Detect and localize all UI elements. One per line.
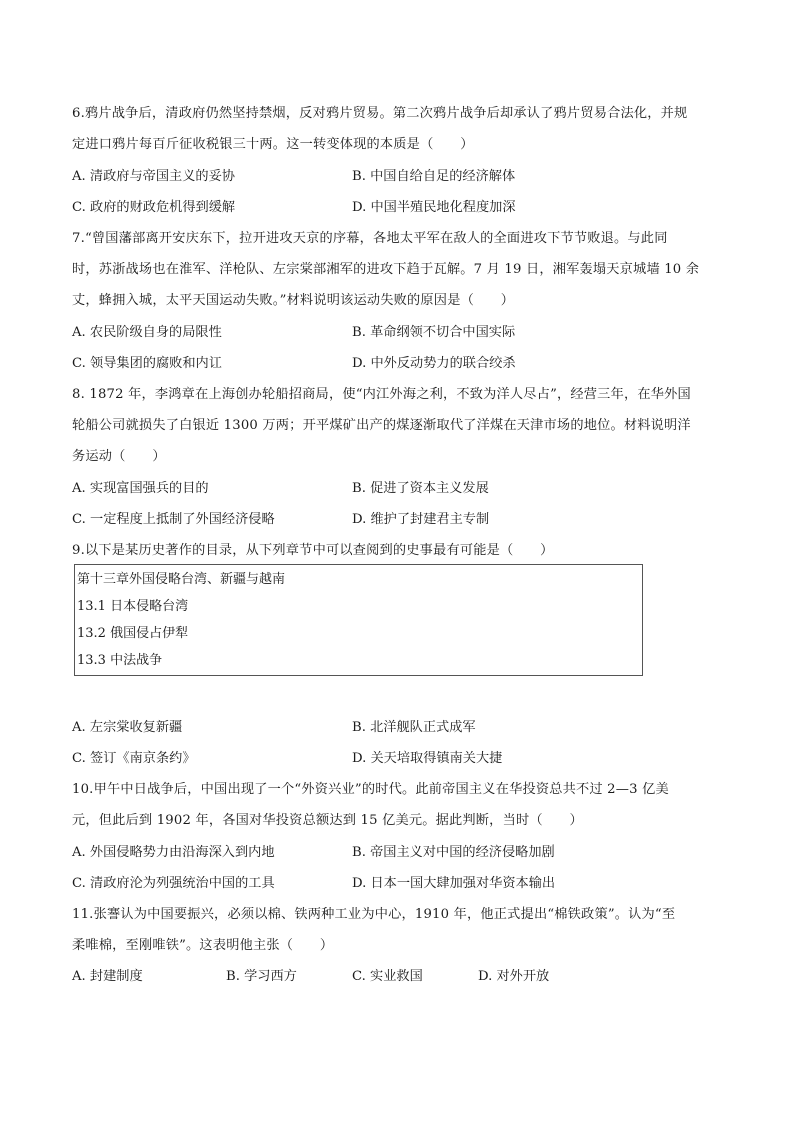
q11-stem-line-2: 柔唯棉，至刚唯铁”。这表明他主张（ ） [72, 938, 334, 953]
q6-option-d: D. 中国半殖民地化程度加深 [352, 200, 516, 215]
q10-stem-line-2: 元，但此后到 1902 年，各国对华投资总额达到 15 亿美元。据此判断，当时（ ） [72, 813, 583, 828]
q8-option-d: D. 维护了封建君主专制 [352, 512, 490, 527]
q7-option-b: B. 革命纲领不切合中国实际 [352, 325, 516, 340]
q11-option-b: B. 学习西方 [226, 969, 297, 984]
q9-stem-line-1: 9.以下是某历史著作的目录，从下列章节中可以查阅到的史事最有可能是（ ） [72, 543, 554, 558]
q9-option-b: B. 北洋舰队正式成军 [352, 720, 476, 735]
q11-option-a: A. 封建制度 [72, 969, 143, 984]
q8-option-b: B. 促进了资本主义发展 [352, 481, 489, 496]
q11-stem-line-1: 11.张謇认为中国要振兴，必须以棉、铁两种工业为中心，1910 年，他正式提出“棉铁政策”。认为“至 [72, 907, 676, 922]
q6-option-a: A. 清政府与帝国主义的妥协 [72, 169, 235, 184]
q7-stem-line-2: 时，苏浙战场也在淮军、洋枪队、左宗棠部湘军的进攻下趋于瓦解。7 月 19 日，湘军轰塌天京城墙 10 余 [72, 262, 700, 277]
toc-section-1: 13.1 日本侵略台湾 [77, 599, 189, 614]
q8-stem-line-3: 务运动（ ） [72, 449, 166, 464]
toc-section-3: 13.3 中法战争 [77, 653, 163, 668]
q7-option-c: C. 领导集团的腐败和内讧 [72, 356, 222, 371]
q6-stem-line-2: 定进口鸦片每百斤征收税银三十两。这一转变体现的本质是（ ） [72, 137, 474, 152]
q7-option-a: A. 农民阶级自身的局限性 [72, 325, 222, 340]
toc-section-2: 13.2 俄国侵占伊犁 [77, 626, 189, 641]
q9-option-d: D. 关天培取得镇南关大捷 [352, 751, 503, 766]
q11-option-c: C. 实业救国 [352, 969, 423, 984]
q9-option-a: A. 左宗棠收复新疆 [72, 720, 183, 735]
q10-option-d: D. 日本一国大肆加强对华资本输出 [352, 876, 556, 891]
q8-stem-line-2: 轮船公司就损失了白银近 1300 万两；开平煤矿出产的煤逐渐取代了洋煤在天津市场的地位。材料说明洋 [72, 418, 691, 433]
q9-option-c: C. 签订《南京条约》 [72, 751, 196, 766]
q7-stem-line-3: 丈，蜂拥入城，太平天国运动失败。”材料说明该运动失败的原因是（ ） [72, 293, 515, 308]
q8-option-c: C. 一定程度上抵制了外国经济侵略 [72, 512, 275, 527]
q10-option-a: A. 外国侵略势力由沿海深入到内地 [72, 845, 275, 860]
q7-stem-line-1: 7.“曾国藩部离开安庆东下，拉开进攻天京的序幕，各地太平军在敌人的全面进攻下节节败退。与此同 [72, 231, 668, 246]
q8-stem-line-1: 8. 1872 年，李鸿章在上海创办轮船招商局，使“内江外海之利，不致为洋人尽占”，经营三年，在华外国 [72, 387, 691, 402]
q11-option-d: D. 对外开放 [478, 969, 550, 984]
q6-option-c: C. 政府的财政危机得到缓解 [72, 200, 236, 215]
q8-option-a: A. 实现富国强兵的目的 [72, 481, 209, 496]
q6-stem-line-1: 6.鸦片战争后，清政府仍然坚持禁烟，反对鸦片贸易。第二次鸦片战争后却承认了鸦片贸易合法化，并规 [72, 106, 688, 121]
q10-option-b: B. 帝国主义对中国的经济侵略加剧 [352, 845, 555, 860]
table-of-contents-box [74, 564, 643, 676]
q6-option-b: B. 中国自给自足的经济解体 [352, 169, 516, 184]
q7-option-d: D. 中外反动势力的联合绞杀 [352, 356, 516, 371]
toc-chapter-title: 第十三章外国侵略台湾、新疆与越南 [77, 572, 286, 587]
q10-stem-line-1: 10.甲午中日战争后，中国出现了一个“外资兴业”的时代。此前帝国主义在华投资总共不过 2—3 亿美 [72, 782, 669, 797]
q10-option-c: C. 清政府沦为列强统治中国的工具 [72, 876, 275, 891]
